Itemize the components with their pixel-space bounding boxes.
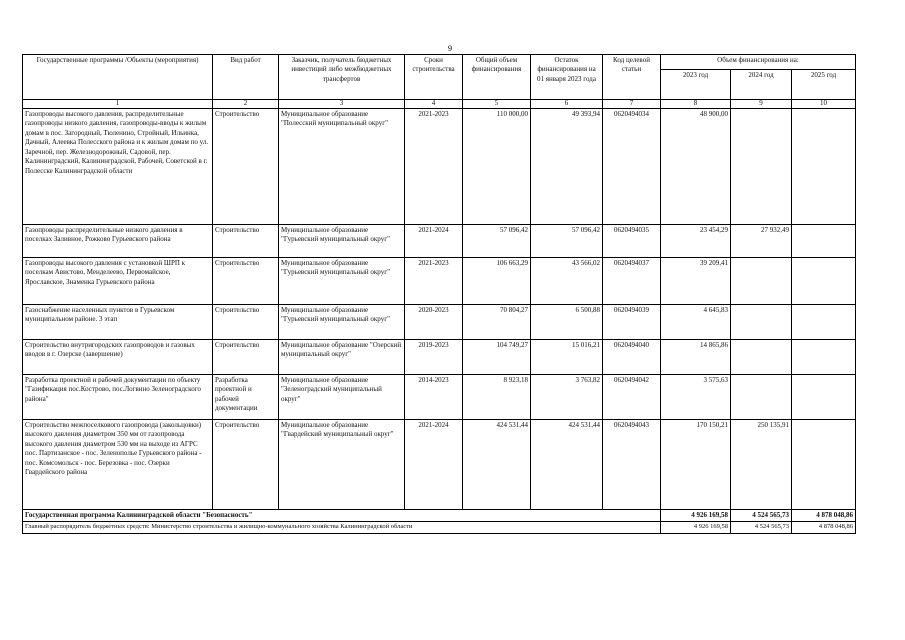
program-total-2025: 4 878 048,86 [792, 510, 856, 522]
table-row [23, 305, 856, 340]
program-total-2023: 4 926 169,58 [661, 510, 731, 522]
column-number: 1 [23, 100, 213, 109]
column-number: 10 [792, 100, 856, 109]
header-period: Сроки строительства [405, 55, 463, 100]
y2024-cell: 250 135,91 [731, 420, 792, 510]
column-number: 5 [463, 100, 531, 109]
column-number: 3 [279, 100, 405, 109]
page-number: 9 [448, 44, 452, 53]
work-type-cell: Разработка проектной и рабочей документации [213, 375, 279, 420]
object-cell: Строительство межпоселкового газопровода (закольцовки) высокого давления диаметром 350 мм от газопровода высокого давления диаметром 530 мм на выходе из АГРС пос. Партизанское - пос. Зеленополье Гурьевского района - пос. Комсомольск - пос. Березовка - пос. Озерки Гвардейского района [23, 420, 213, 510]
column-number: 6 [531, 100, 603, 109]
code-cell: 0620494034 [603, 109, 661, 225]
total-cell: 104 749,27 [463, 340, 531, 375]
period-cell: 2021-2024 [405, 225, 463, 258]
customer-cell: Муниципальное образование "Гурьевский муниципальный округ" [279, 225, 405, 258]
budget-manager-label: Главный распорядитель бюджетных средств: Министерство строительства и жилищно-коммунального хозяйства Калининградской области [23, 522, 661, 534]
y2025-cell [792, 375, 856, 420]
code-cell: 0620494043 [603, 420, 661, 510]
column-number: 8 [661, 100, 731, 109]
header-2025: 2025 год [792, 70, 856, 100]
column-number: 2 [213, 100, 279, 109]
table-row [23, 340, 856, 375]
y2024-cell [731, 109, 792, 225]
y2023-cell: 14 865,86 [661, 340, 731, 375]
period-cell: 2019-2023 [405, 340, 463, 375]
work-type-cell: Строительство [213, 258, 279, 305]
remainder-cell: 57 096,42 [531, 225, 603, 258]
y2023-cell: 170 150,21 [661, 420, 731, 510]
table-row [23, 225, 856, 258]
program-total-label: Государственная программа Калининградской области "Безопасность" [23, 510, 661, 522]
header-2023: 2023 год [661, 70, 731, 100]
y2024-cell [731, 340, 792, 375]
y2024-cell [731, 375, 792, 420]
object-cell: Газопроводы высокого давления с установкой ШРП к поселкам Авистово, Менделеево, Первомайское, Ярославское, Знаменка Гурьевского района [23, 258, 213, 305]
column-number: 7 [603, 100, 661, 109]
period-cell: 2020-2023 [405, 305, 463, 340]
y2025-cell [792, 305, 856, 340]
object-cell: Газоснабжение населенных пунктов в Гурьевском муниципальном районе. 3 этап [23, 305, 213, 340]
work-type-cell: Строительство [213, 109, 279, 225]
period-cell: 2014-2023 [405, 375, 463, 420]
table-row [23, 109, 856, 225]
code-cell: 0620494035 [603, 225, 661, 258]
header-work-type: Вид работ [213, 55, 279, 100]
table-row [23, 420, 856, 510]
total-cell: 8 923,18 [463, 375, 531, 420]
y2025-cell [792, 109, 856, 225]
y2023-cell: 3 575,63 [661, 375, 731, 420]
y2023-cell: 4 645,83 [661, 305, 731, 340]
header-customer: Заказчик, получатель бюджетных инвестиций либо межбюджетных трансфертов [279, 55, 405, 100]
budget-manager-row [23, 522, 856, 534]
period-cell: 2021-2024 [405, 420, 463, 510]
header-objects: Государственные программы /Объекты (мероприятия) [23, 55, 213, 100]
object-cell: Разработка проектной и рабочей документации по объекту "Газификация пос.Кострово, пос.Логвино Зеленоградского района" [23, 375, 213, 420]
header-2024: 2024 год [731, 70, 792, 100]
y2025-cell [792, 225, 856, 258]
table-row [23, 375, 856, 420]
customer-cell: Муниципальное образование "Гурьевский муниципальный округ" [279, 305, 405, 340]
work-type-cell: Строительство [213, 420, 279, 510]
total-cell: 106 663,29 [463, 258, 531, 305]
program-total-row [23, 510, 856, 522]
remainder-cell: 6 500,88 [531, 305, 603, 340]
work-type-cell: Строительство [213, 305, 279, 340]
y2025-cell [792, 258, 856, 305]
y2023-cell: 23 454,29 [661, 225, 731, 258]
code-cell: 0620494042 [603, 375, 661, 420]
table-header [23, 55, 856, 109]
y2023-cell: 48 900,00 [661, 109, 731, 225]
total-cell: 424 531,44 [463, 420, 531, 510]
y2025-cell [792, 340, 856, 375]
total-cell: 70 804,27 [463, 305, 531, 340]
work-type-cell: Строительство [213, 340, 279, 375]
column-number: 9 [731, 100, 792, 109]
customer-cell: Муниципальное образование "Озерский муниципальный округ" [279, 340, 405, 375]
budget-manager-2023: 4 926 169,58 [661, 522, 731, 534]
period-cell: 2021-2023 [405, 258, 463, 305]
budget-manager-2025: 4 878 048,86 [792, 522, 856, 534]
program-total-2024: 4 524 565,73 [731, 510, 792, 522]
customer-cell: Муниципальное образование "Гурьевский муниципальный округ" [279, 258, 405, 305]
code-cell: 0620494040 [603, 340, 661, 375]
financing-table [22, 54, 856, 534]
table-row [23, 258, 856, 305]
y2023-cell: 39 209,41 [661, 258, 731, 305]
customer-cell: Муниципальное образование "Полесский муниципальный округ" [279, 109, 405, 225]
object-cell: Газопроводы распределительные низкого давления в поселках Заливное, Рожково Гурьевского района [23, 225, 213, 258]
column-number: 4 [405, 100, 463, 109]
header-total-funding: Общий объем финансирования [463, 55, 531, 100]
y2024-cell [731, 258, 792, 305]
header-funding: Объем финансирования на: [661, 55, 856, 70]
object-cell: Строительство внутригородских газопроводов и газовых вводов в г. Озерске (завершение) [23, 340, 213, 375]
period-cell: 2021-2023 [405, 109, 463, 225]
column-number-row [23, 100, 856, 109]
y2025-cell [792, 420, 856, 510]
header-remainder: Остаток финансирования на 01 января 2023 года [531, 55, 603, 100]
code-cell: 0620494037 [603, 258, 661, 305]
total-cell: 110 000,00 [463, 109, 531, 225]
object-cell: Газопроводы высокого давления, распределительные газопроводы низкого давления, газопроводы-вводы к жилым домам в пос. Загородный, Тюленино, Стройный, Ильинка, Дачный, Алеевка Полесского района и к жилым домам по ул. Заречной, пер. Железнодорожный, Садовой, пер. Калининградский, Калининградской, Рабочей, Советской в г. Полесске Калининградской области [23, 109, 213, 225]
remainder-cell: 49 393,94 [531, 109, 603, 225]
remainder-cell: 3 763,82 [531, 375, 603, 420]
header-code: Код целевой статьи [603, 55, 661, 100]
customer-cell: Муниципальное образование "Гвардейский муниципальный округ" [279, 420, 405, 510]
total-cell: 57 096,42 [463, 225, 531, 258]
y2024-cell: 27 932,49 [731, 225, 792, 258]
remainder-cell: 43 566,02 [531, 258, 603, 305]
customer-cell: Муниципальное образование "Зеленоградский муниципальный округ" [279, 375, 405, 420]
y2024-cell [731, 305, 792, 340]
remainder-cell: 424 531,44 [531, 420, 603, 510]
budget-manager-2024: 4 524 565,73 [731, 522, 792, 534]
code-cell: 0620494039 [603, 305, 661, 340]
work-type-cell: Строительство [213, 225, 279, 258]
remainder-cell: 15 016,21 [531, 340, 603, 375]
